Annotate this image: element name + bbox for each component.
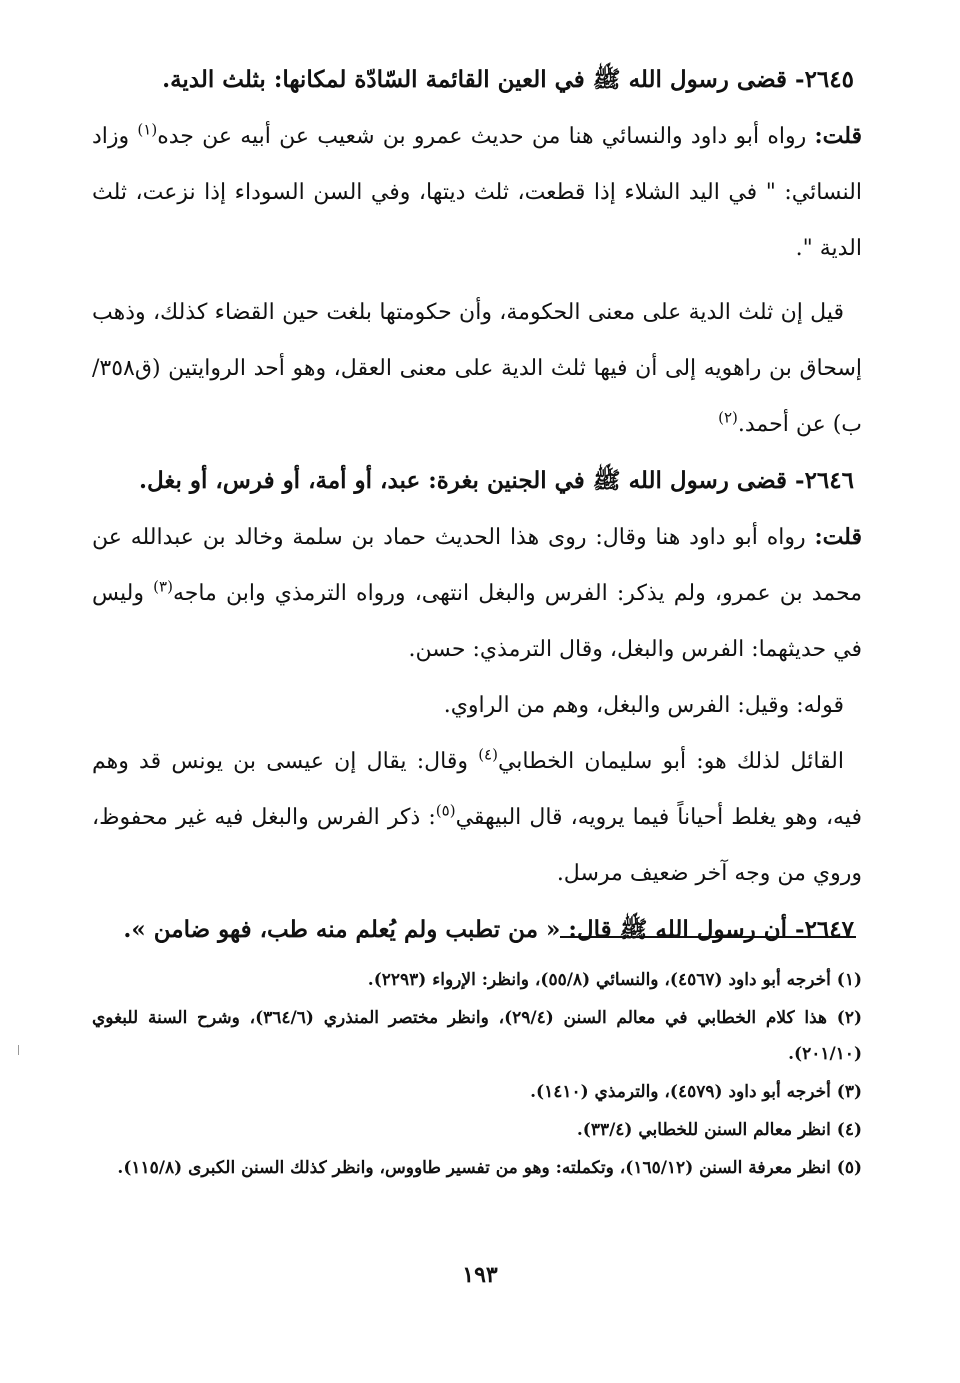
footnotes xyxy=(92,962,862,1188)
footnote-5: (٥) انظر معرفة السنن (١٦٥/١٢)، وتكملته: وهو من تفسير طاووس، وانظر كذلك السنن الكبرى (١١٥/٨). xyxy=(117,1158,862,1178)
hadith-text: قضى رسول الله ﷺ في الجنين بغرة: عبد، أو أمة، أو فرس، أو بغل. xyxy=(138,467,788,494)
main-text xyxy=(92,52,862,958)
commentary-lead: قلت: xyxy=(814,524,862,550)
commentary-text: قوله: وقيل: الفرس والبغل، وهم من الراوي. xyxy=(443,693,844,718)
hadith-2647 xyxy=(92,902,862,958)
hadith-number: ٢٦٤٦- xyxy=(795,467,854,494)
commentary-text: وزاد النسائي: " في اليد الشلاء إذا قطعت، ثلث ديتها، وفي السن السوداء إذا نزعت، ثلث الدية ". xyxy=(92,124,862,261)
commentary-paragraph-3 xyxy=(92,509,862,678)
footnote-ref-3[interactable]: (٣) xyxy=(153,577,173,596)
footnote-1: (١) أخرجه أبو داود (٤٥٦٧)، والنسائي (٥٥/٨)، وانظر: الإرواء (٢٢٩٣). xyxy=(367,970,862,990)
hadith-2645 xyxy=(92,52,862,108)
commentary-text: رواه أبو داود والنسائي هنا من حديث عمرو بن شعيب عن أبيه عن جده xyxy=(157,124,807,149)
footnote-ref-5[interactable]: (٥) xyxy=(435,801,456,820)
margin-mark xyxy=(18,1045,19,1055)
commentary-paragraph-2 xyxy=(92,285,862,453)
commentary-text: وقال: يقال إن عيسى بن يونس قد وهم فيه، وهو يغلط أحياناً فيما يرويه، قال البيهقي xyxy=(92,749,862,830)
footnote-4: (٤) انظر معالم السنن للخطابي (٣٣/٤). xyxy=(576,1120,862,1140)
commentary-text: : ذكر الفرس والبغل فيه غير محفوظ، وروي من وجه آخر ضعيف مرسل. xyxy=(92,805,862,886)
commentary-paragraph-1 xyxy=(92,108,862,277)
commentary-paragraph-5 xyxy=(92,734,862,902)
page-number: ١٩٣ xyxy=(462,1262,498,1288)
footnote-ref-1[interactable]: (١) xyxy=(137,120,158,139)
commentary-text: وليس في حديثهما: الفرس والبغل، وقال الترمذي: حسن. xyxy=(92,581,862,662)
footnote-ref-4[interactable]: (٤) xyxy=(478,745,498,764)
hadith-text: قضى رسول الله ﷺ في العين القائمة السّادّة لمكانها: بثلث الدية. xyxy=(162,66,788,93)
footnote-ref-2[interactable]: (٢) xyxy=(718,408,738,427)
footnote-divider xyxy=(560,936,856,938)
footnote-2: (٢) هذا كلام الخطابي في معالم السنن (٢٩/٤)، وانظر مختصر المنذري (٣٦٤/٦)، وشرح السنة للبغوي (٢٠١/١٠). xyxy=(92,1008,862,1064)
footnote-3: (٣) أخرجه أبو داود (٤٥٧٩)، والترمذي (١٤١٠). xyxy=(530,1082,862,1102)
hadith-number: ٢٦٤٥- xyxy=(795,66,854,93)
commentary-text: رواه أبو داود هنا وقال: روى هذا الحديث حماد بن سلمة وخالد بن عبدالله عن محمد بن عمرو، ولم يذكر: الفرس والبغل انتهى، ورواه الترمذي وابن ماجه xyxy=(92,525,862,606)
commentary-text: قيل إن ثلث الدية على معنى الحكومة، وأن حكومتها بلغت حين القضاء كذلك، وذهب إسحاق بن راهويه إلى أن فيها ثلث الدية على معنى العقل، وهو أحد الروايتين (ق٣٥٨/ب) عن أحمد. xyxy=(92,300,862,437)
commentary-paragraph-4 xyxy=(92,678,862,734)
hadith-number: ٢٦٤٧- xyxy=(795,916,854,943)
commentary-text: القائل لذلك هو: أبو سليمان الخطابي xyxy=(497,749,844,774)
hadith-text: أن رسول الله ﷺ قال: « من تطبب ولم يُعلم منه طب، فهو ضامن ». xyxy=(123,916,788,943)
commentary-lead: قلت: xyxy=(814,123,862,149)
hadith-2646 xyxy=(92,453,862,509)
